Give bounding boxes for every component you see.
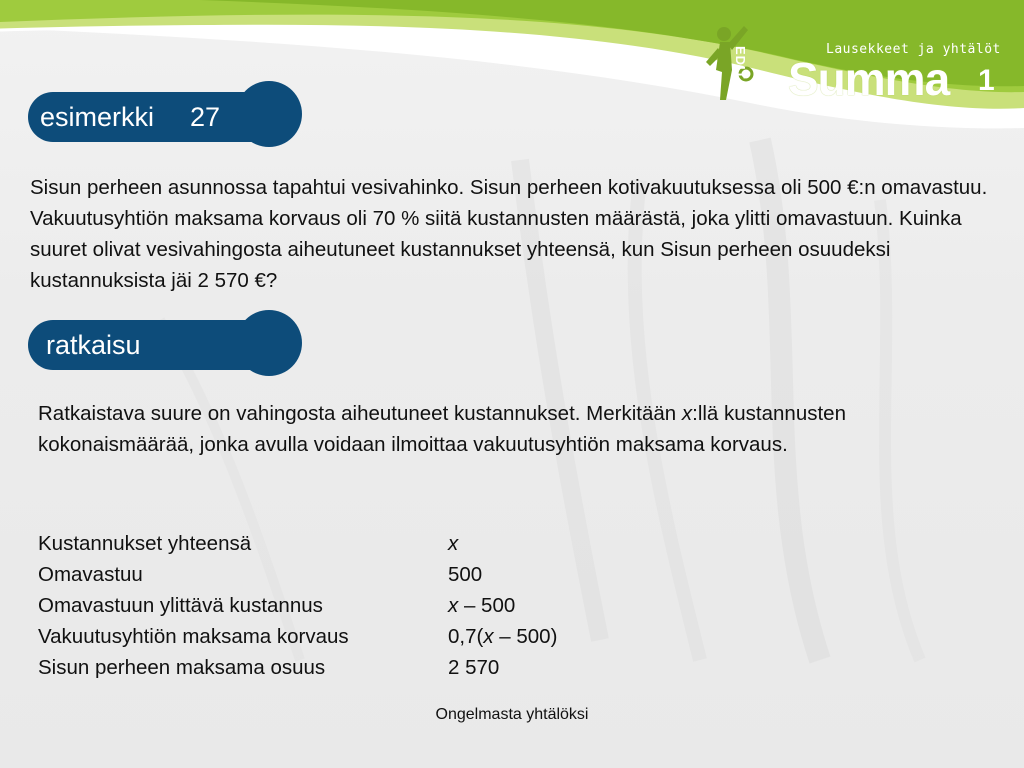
summa-logo xyxy=(700,12,1020,105)
intro-text-after: :llä kustannusten kokonaismäärää, jonka avulla voidaan ilmoittaa vakuutusyhtiön maksama korvaus. xyxy=(38,402,846,456)
table-row xyxy=(38,590,648,621)
problem-text: Sisun perheen asunnossa tapahtui vesivahinko. Sisun perheen kotivakuutuksessa oli 500 €:n omavastuu. Vakuutusyhtiön maksama korvaus oli 70 % siitä kustannusten määrästä, joka ylitti omavastuun. Kuinka suuret olivat vesivahingosta aiheutuneet kustannukset yhteensä, kun Sisun perheen osuudeksi kustannuksista jäi 2 570 €? xyxy=(30,176,988,292)
solution-label: ratkaisu xyxy=(46,329,141,360)
logo-tagline: Lausekkeet ja yhtälöt xyxy=(826,42,1001,57)
table-row xyxy=(38,559,648,590)
row-value: x – 500 xyxy=(448,594,516,617)
row-label: Sisun perheen maksama osuus xyxy=(38,656,326,679)
intro-variable: x xyxy=(681,402,693,425)
solution-badge xyxy=(28,320,284,370)
table-row xyxy=(38,652,648,683)
table-row xyxy=(38,621,648,652)
row-label: Vakuutusyhtiön maksama korvaus xyxy=(38,625,349,648)
row-value: x xyxy=(448,532,459,555)
footer-text: Ongelmasta yhtälöksi xyxy=(435,706,589,723)
example-badge xyxy=(28,92,278,142)
logo-number: 1 xyxy=(978,64,995,97)
cost-table xyxy=(38,528,648,683)
logo-brand: EDITA xyxy=(733,46,748,90)
row-label: Omavastuu xyxy=(38,563,143,586)
intro-text-before: Ratkaistava suure on vahingosta aiheutuneet kustannukset. Merkitään xyxy=(38,402,682,425)
figure-icon xyxy=(700,12,760,102)
row-value: 0,7(x – 500) xyxy=(448,625,558,648)
example-number: 27 xyxy=(190,101,221,132)
row-label: Omavastuun ylittävä kustannus xyxy=(38,594,323,617)
example-label: esimerkki xyxy=(40,101,155,132)
solution-intro xyxy=(38,398,938,460)
footer-caption xyxy=(0,706,1024,724)
row-value: 500 xyxy=(448,563,483,586)
logo-title: Summa xyxy=(788,53,950,105)
row-label: Kustannukset yhteensä xyxy=(38,532,252,555)
table-row xyxy=(38,528,648,559)
row-value: 2 570 xyxy=(448,656,500,679)
